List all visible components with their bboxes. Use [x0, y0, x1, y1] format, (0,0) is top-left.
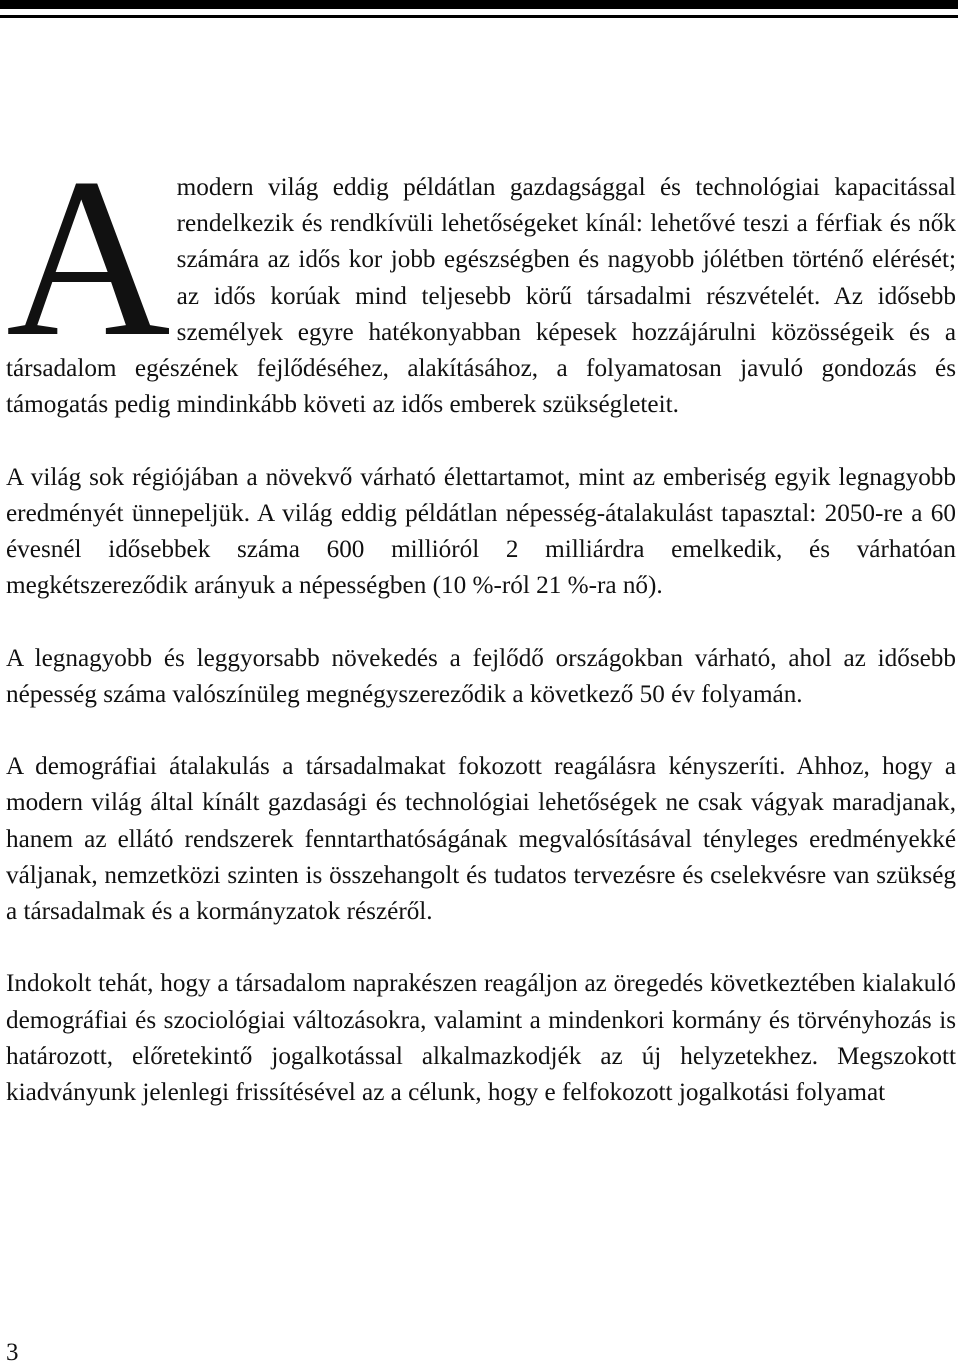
paragraph-1	[6, 132, 956, 423]
drop-cap: A	[6, 132, 171, 384]
paragraph-3: A legnagyobb és leggyorsabb növekedés a fejlődő országokban várható, ahol az idősebb népesség száma valószínüleg megnégyszereződik a következő 50 év folyamán.	[6, 644, 956, 708]
paragraph-4: A demográfiai átalakulás a társadalmakat fokozott reagálásra kényszeríti. Ahhoz, hogy a modern világ által kínált gazdasági és technológiai lehetőségek ne csak vágyak maradjanak, hanem az ellátó rendszerek fenntarthatóságának megvalósításával tényleges eredményekké váljanak, nemzetközi szinten is összehangolt és tudatos tervezésre és cselekvésre van szükség a társadalmak és a kormányzatok részéről.	[6, 753, 956, 926]
header-rule-thick	[0, 0, 958, 9]
header-rule-thin	[0, 15, 958, 18]
paragraph-5: Indokolt tehát, hogy a társadalom naprakészen reagáljon az öregedés következtében kialakuló demográfiai és szociológiai változásokra, valamint a mindenkori kormány és törvényhozás is határozott, előretekintő jogalkotással alkalmazkodjék az új helyzetekhez. Megszokott kiadványunk jelenlegi frissítésével az a célunk, hogy e felfokozott jogalkotási folyamat	[6, 970, 956, 1107]
paragraph-1-text: modern világ eddig példátlan gazdagsággal és technológiai kapacitással rendelkezik és rendkívüli lehetőségeket kínál: lehetővé teszi a férfiak és nők számára az idős kor jobb egészségben és nagyobb jólétben történő elérését; az idős korúak mind teljesebb körű társadalmi részvételét. Az idősebb személyek egyre hatékonyabban képesek hozzájárulni közösségeik és a társadalom egészének fejlődéséhez, alakításához, a folyamatosan javuló gondozás és támogatás pedig mindinkább követi az idős emberek szükségleteit.	[6, 174, 956, 419]
paragraph-2: A világ sok régiójában a növekvő várható élettartamot, mint az emberiség egyik legnagyobb eredményét ünnepeljük. A világ eddig példátlan népesség-átalakulást tapasztal: 2050-re a 60 évesnél idősebbek száma 600 millióról 2 milliárdra emelkedik, és várhatóan megkétszereződik arányuk a népességben (10 %-ról 21 %-ra nő).	[6, 463, 956, 600]
page-body	[6, 132, 956, 1111]
page-number: 3	[6, 1339, 19, 1366]
